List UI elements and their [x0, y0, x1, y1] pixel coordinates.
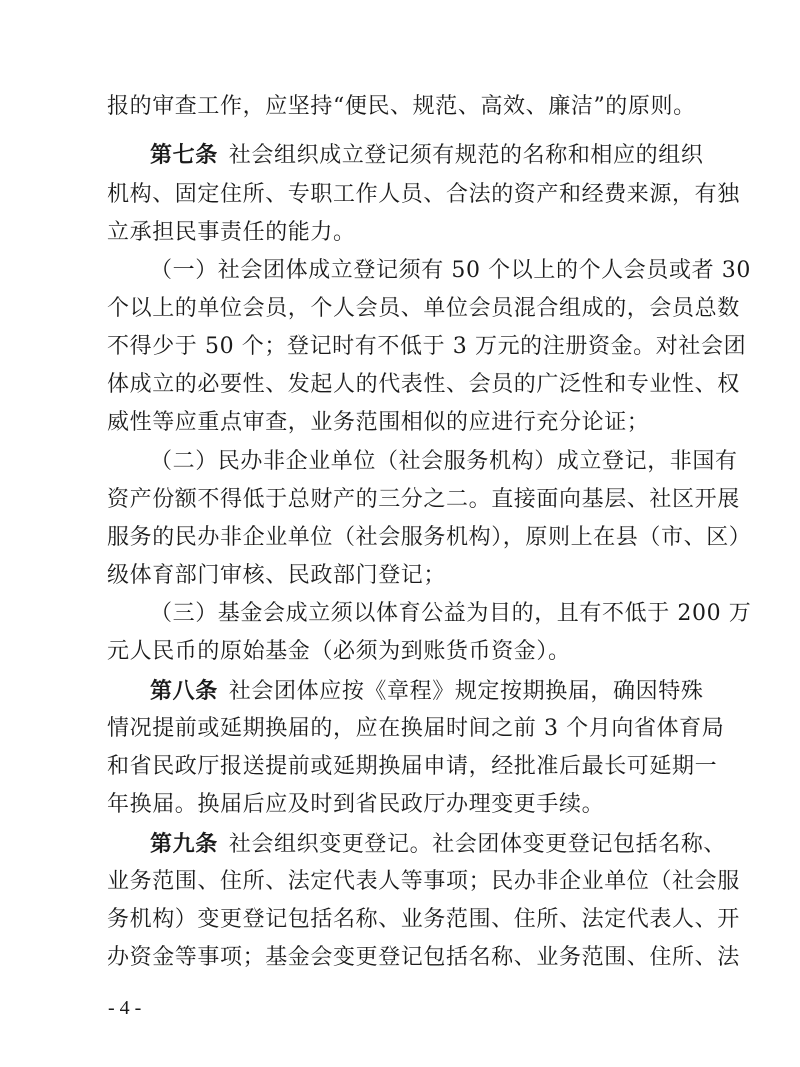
text-line: 务机构）变更登记包括名称、业务范围、住所、法定代表人、开: [107, 907, 740, 932]
text-line: （一）社会团体成立登记须有 50 个以上的个人会员或者 30: [150, 258, 751, 283]
text-line: （二）民办非企业单位（社会服务机构）成立登记，非国有: [150, 449, 738, 474]
text-line: 服务的民办非企业单位（社会服务机构），原则上在县（市、区）: [107, 525, 752, 550]
article-9-first-line: 第九条 社会组织变更登记。社会团体变更登记包括名称、: [150, 831, 727, 857]
text-line: （三）基金会成立须以体育公益为目的，且有不低于 200 万: [150, 601, 752, 626]
text-line: 机构、固定住所、专职工作人员、合法的资产和经费来源，有独: [107, 182, 740, 207]
text-line: 立承担民事责任的能力。: [107, 220, 356, 245]
text-line: 不得少于 50 个；登记时有不低于 3 万元的注册资金。对社会团: [107, 334, 747, 359]
text-line: 年换届。换届后应及时到省民政厅办理变更手续。: [107, 792, 605, 817]
text-line: 威性等应重点审查，业务范围相似的应进行充分论证；: [107, 410, 650, 435]
page-number: - 4 -: [108, 997, 142, 1019]
text-line: 和省民政厅报送提前或延期换届申请，经批准后最长可延期一: [107, 754, 718, 779]
text-line: 业务范围、住所、法定代表人等事项；民办非企业单位（社会服: [107, 869, 740, 894]
text-line: 情况提前或延期换届的，应在换届时间之前 3 个月向省体育局: [107, 716, 725, 741]
article-8-heading: 第八条: [150, 678, 218, 704]
article-7-first-line: 第七条 社会组织成立登记须有规范的名称和相应的组织: [150, 142, 704, 168]
text-line: 级体育部门审核、民政部门登记；: [107, 563, 447, 588]
text-line: 办资金等事项；基金会变更登记包括名称、业务范围、住所、法: [107, 945, 740, 970]
article-8-first-line: 第八条 社会团体应按《章程》规定按期换届，确因特殊: [150, 678, 704, 704]
article-9-heading: 第九条: [150, 831, 218, 857]
article-7-heading: 第七条: [150, 142, 218, 168]
text-line: 资产份额不得低于总财产的三分之二。直接面向基层、社区开展: [107, 487, 740, 512]
text-line: 体成立的必要性、发起人的代表性、会员的广泛性和专业性、权: [107, 372, 740, 397]
text-line: 个以上的单位会员，个人会员、单位会员混合组成的，会员总数: [107, 296, 740, 321]
text-line: 报的审查工作，应坚持“便民、规范、高效、廉洁”的原则。: [107, 94, 696, 119]
text-line: 元人民币的原始基金（必须为到账货币资金）。: [107, 639, 571, 664]
